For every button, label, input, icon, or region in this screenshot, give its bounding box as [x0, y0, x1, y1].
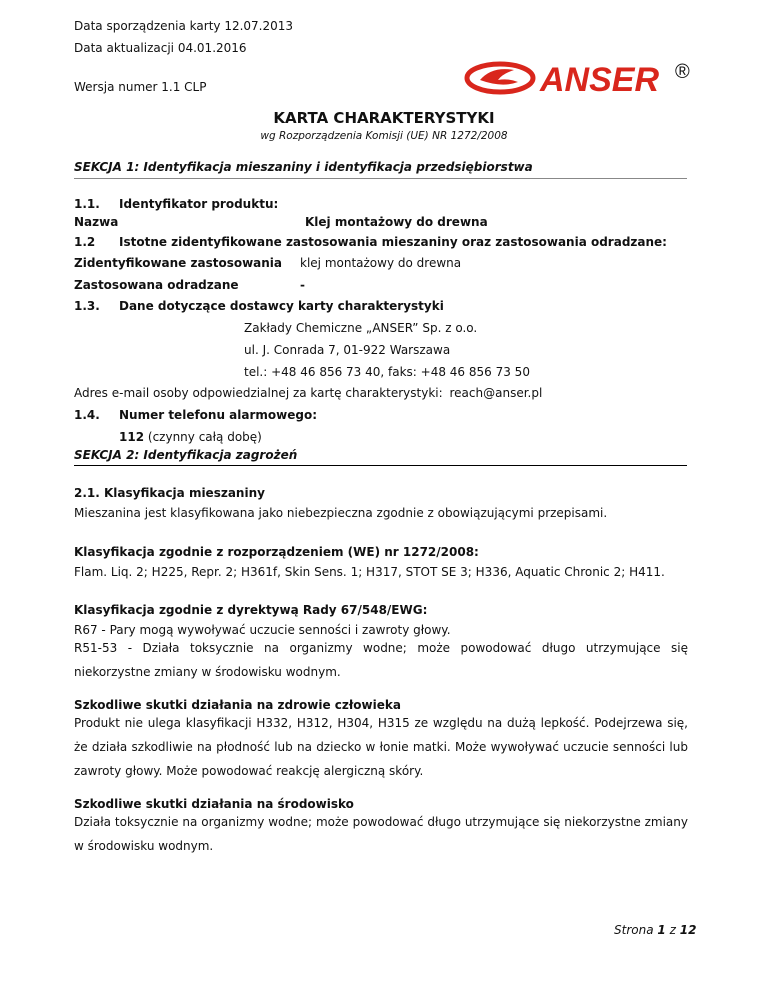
regulation-subtitle: wg Rozporządzenia Komisji (UE) NR 1272/2008 — [260, 130, 508, 142]
emergency-note: (czynny całą dobę) — [147, 430, 262, 444]
s21-title: 2.1. Klasyfikacja mieszaniny — [74, 486, 265, 500]
email-line — [74, 386, 542, 400]
logo-text: ANSER — [540, 61, 660, 99]
s12-title: Istotne zidentyfikowane zastosowania mieszaniny oraz zastosowania odradzane: — [119, 235, 667, 249]
s14-number: 1.4. — [74, 408, 100, 422]
s12-number: 1.2 — [74, 235, 96, 249]
clp-classification-text: Flam. Liq. 2; H225, Repr. 2; H361f, Skin Sens. 1; H317, STOT SE 3; H336, Aquatic Chronic 2; H411. — [74, 565, 665, 579]
anser-logo-mark — [462, 56, 702, 100]
document-title: KARTA CHARAKTERYSTYKI — [273, 109, 495, 127]
creation-date: Data sporządzenia karty 12.07.2013 — [74, 19, 294, 33]
anser-logo — [462, 56, 702, 100]
registered-mark: ® — [675, 61, 690, 83]
section-1-heading: SEKCJA 1: Identyfikacja mieszaniny i identyfikacja przedsiębiorstwa — [74, 160, 533, 174]
dsd-classification-title: Klasyfikacja zgodnie z dyrektywą Rady 67/548/EWG: — [74, 603, 428, 617]
version-number: Wersja numer 1.1 CLP — [74, 80, 207, 94]
dsd-r67: R67 - Pary mogą wywoływać uczucie senności i zawroty głowy. — [74, 623, 451, 637]
health-effects-title: Szkodliwe skutki działania na zdrowie człowieka — [74, 698, 401, 712]
emergency-number: 112 — [119, 430, 145, 444]
clp-classification-title: Klasyfikacja zgodnie z rozporządzeniem (WE) nr 1272/2008: — [74, 545, 479, 559]
supplier-address: ul. J. Conrada 7, 01-922 Warszawa — [244, 343, 451, 357]
logo-ring — [467, 64, 533, 92]
advised-against-label: Zastosowana odradzane — [74, 278, 239, 292]
identified-uses-value: klej montażowy do drewna — [300, 256, 462, 270]
responsible-email[interactable]: reach@anser.pl — [449, 386, 543, 400]
dsd-r51-53: R51-53 - Działa toksycznie na organizmy wodne; może powodować długo utrzymujące się niekorzystne zmiany w środowisku wodnym. — [74, 641, 688, 679]
page-number — [614, 923, 696, 937]
page-total: 12 — [679, 923, 697, 937]
s13-number: 1.3. — [74, 299, 100, 313]
supplier-phone: tel.: +48 46 856 73 40, faks: +48 46 856 73 50 — [244, 365, 530, 379]
update-date: Data aktualizacji 04.01.2016 — [74, 41, 247, 55]
page-word: Strona — [614, 923, 654, 937]
page-current: 1 — [657, 923, 666, 937]
s11-number: 1.1. — [74, 197, 100, 211]
s13-title: Dane dotyczące dostawcy karty charakterystyki — [119, 299, 444, 313]
emergency-line — [119, 430, 262, 444]
advised-against-value: - — [300, 278, 305, 292]
s14-title: Numer telefonu alarmowego: — [119, 408, 318, 422]
product-name-value: Klej montażowy do drewna — [305, 215, 488, 229]
environment-effects-text: Działa toksycznie na organizmy wodne; może powodować długo utrzymujące się niekorzystne zmiany w środowisku wodnym. — [74, 815, 688, 853]
product-name-label: Nazwa — [74, 215, 119, 229]
email-label: Adres e-mail osoby odpowiedzialnej za kartę charakterystyki: — [74, 386, 443, 400]
section-1-divider — [74, 178, 687, 179]
logo-bird — [480, 69, 518, 84]
s11-title: Identyfikator produktu: — [119, 197, 279, 211]
health-effects-text: Produkt nie ulega klasyfikacji H332, H312, H304, H315 ze względu na dużą lepkość. Podejrzewa się, że działa szkodliwie na płodność lub na dziecko w łonie matki. Może wywoływać uczucie senności lub zawroty głowy. Może powodować reakcję alergiczną skóry. — [74, 716, 688, 778]
supplier-name: Zakłady Chemiczne „ANSER” Sp. z o.o. — [244, 321, 478, 335]
identified-uses-label: Zidentyfikowane zastosowania — [74, 256, 283, 270]
s21-text: Mieszanina jest klasyfikowana jako niebezpieczna zgodnie z obowiązującymi przepisami. — [74, 506, 608, 520]
environment-effects-title: Szkodliwe skutki działania na środowisko — [74, 797, 354, 811]
section-2-heading: SEKCJA 2: Identyfikacja zagrożeń — [74, 448, 298, 462]
page-separator: z — [669, 923, 676, 937]
section-2-divider — [74, 465, 687, 466]
